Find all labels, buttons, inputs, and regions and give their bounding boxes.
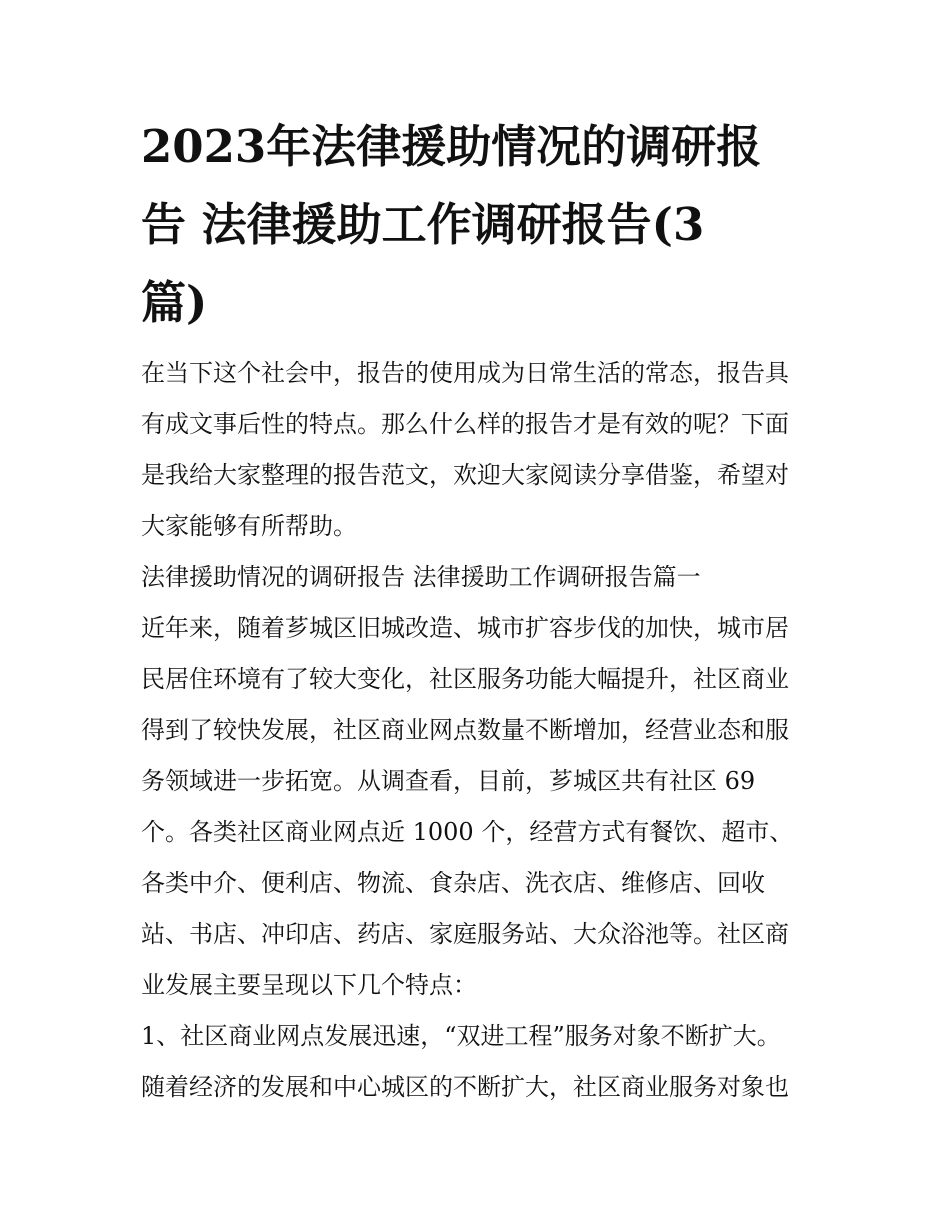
section-heading: 法律援助情况的调研报告 法律援助工作调研报告篇一 xyxy=(141,563,701,591)
body-line: 有成文事后性的特点。那么什么样的报告才是有效的呢？下面 xyxy=(141,410,789,438)
title-line: 2023年法律援助情况的调研报 xyxy=(141,120,762,173)
document-title xyxy=(141,108,816,342)
title-line: 篇) xyxy=(141,276,208,329)
body-line: 大家能够有所帮助。 xyxy=(141,512,357,540)
body-line: 随着经济的发展和中心城区的不断扩大，社区商业服务对象也 xyxy=(141,1073,789,1101)
body-line: 1、社区商业网点发展迅速，“双进工程”服务对象不断扩大。 xyxy=(141,1022,781,1050)
title-line: 告 法律援助工作调研报告(3 xyxy=(141,198,705,251)
body-line: 站、书店、冲印店、药店、家庭服务站、大众浴池等。社区商 xyxy=(141,920,789,948)
body-line: 个。各类社区商业网点近 1000 个，经营方式有餐饮、超市、 xyxy=(141,818,794,846)
body-line: 得到了较快发展，社区商业网点数量不断增加，经营业态和服 xyxy=(141,716,789,744)
document-body xyxy=(141,348,821,1113)
body-line: 务领域进一步拓宽。从调查看，目前，芗城区共有社区 69 xyxy=(141,767,756,795)
body-line: 业发展主要呈现以下几个特点： xyxy=(141,971,477,999)
body-line: 各类中介、便利店、物流、食杂店、洗衣店、维修店、回收 xyxy=(141,869,765,897)
body-line: 近年来，随着芗城区旧城改造、城市扩容步伐的加快，城市居 xyxy=(141,614,789,642)
body-line: 是我给大家整理的报告范文，欢迎大家阅读分享借鉴，希望对 xyxy=(141,461,789,489)
body-line: 在当下这个社会中，报告的使用成为日常生活的常态，报告具 xyxy=(141,359,789,387)
body-line: 民居住环境有了较大变化，社区服务功能大幅提升，社区商业 xyxy=(141,665,789,693)
